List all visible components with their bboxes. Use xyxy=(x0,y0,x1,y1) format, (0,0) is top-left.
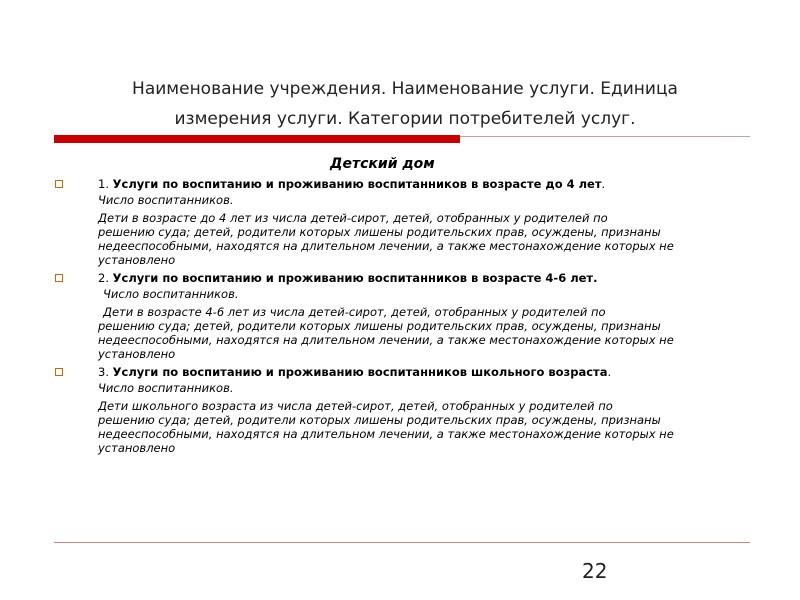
services-list xyxy=(55,177,750,455)
service-unit: Число воспитанников. xyxy=(103,287,239,301)
service-title-suffix: . xyxy=(601,177,606,191)
service-heading xyxy=(98,271,750,285)
service-category-line1: Дети в возрасте 4-6 лет из числа детей-сирот, детей, отобранных у родителей по xyxy=(103,305,606,319)
slide-title-line1: Наименование учреждения. Наименование услуги. Единица xyxy=(132,79,678,99)
service-title-suffix: . xyxy=(607,365,612,379)
service-item-2 xyxy=(55,271,750,361)
service-category xyxy=(98,305,750,361)
service-heading xyxy=(98,365,750,379)
slide-title-line2: измерения услуги. Категории потребителей услуг. xyxy=(174,109,636,129)
service-item-3 xyxy=(55,365,750,455)
service-category-rest: решению суда; детей, родители которых лишены родительских прав, осуждены, признаны недееспособными, находятся на длительном лечении, а также местонахождение которых не установлено xyxy=(98,225,674,267)
service-number: 3. xyxy=(98,365,109,379)
service-number: 1. xyxy=(98,177,109,191)
service-item-1 xyxy=(55,177,750,267)
service-category-line1: Дети в возрасте до 4 лет из числа детей-сирот, детей, отобранных у родителей по xyxy=(98,211,608,225)
service-category-rest: решению суда; детей, родители которых лишены родительских прав, осуждены, признаны недееспособными, находятся на длительном лечении, а также местонахождение которых не установлено xyxy=(98,413,674,455)
service-unit: Число воспитанников. xyxy=(98,193,234,207)
service-unit: Число воспитанников. xyxy=(98,381,234,395)
service-category xyxy=(98,399,750,455)
square-bullet-icon xyxy=(55,274,63,282)
slide-subtitle: Детский дом xyxy=(330,156,435,172)
service-title: Услуги по воспитанию и проживанию воспитанников в возрасте 4-6 лет. xyxy=(112,271,598,285)
service-category-rest: решению суда; детей, родители которых лишены родительских прав, осуждены, признаны недееспособными, находятся на длительном лечении, а также местонахождение которых не установлено xyxy=(98,319,674,361)
square-bullet-icon xyxy=(55,180,63,188)
service-category-line1: Дети школьного возраста из числа детей-сирот, детей, отобранных у родителей по xyxy=(98,399,613,413)
square-bullet-icon xyxy=(55,368,63,376)
bottom-divider xyxy=(54,542,750,543)
service-heading xyxy=(98,177,750,191)
page-number: 22 xyxy=(582,559,608,583)
top-accent-bar xyxy=(54,135,460,143)
service-title: Услуги по воспитанию и проживанию воспитанников школьного возраста xyxy=(112,365,608,379)
service-number: 2. xyxy=(98,271,109,285)
service-title: Услуги по воспитанию и проживанию воспитанников в возрасте до 4 лет xyxy=(112,177,602,191)
service-category xyxy=(98,211,750,267)
slide-title xyxy=(60,74,750,134)
